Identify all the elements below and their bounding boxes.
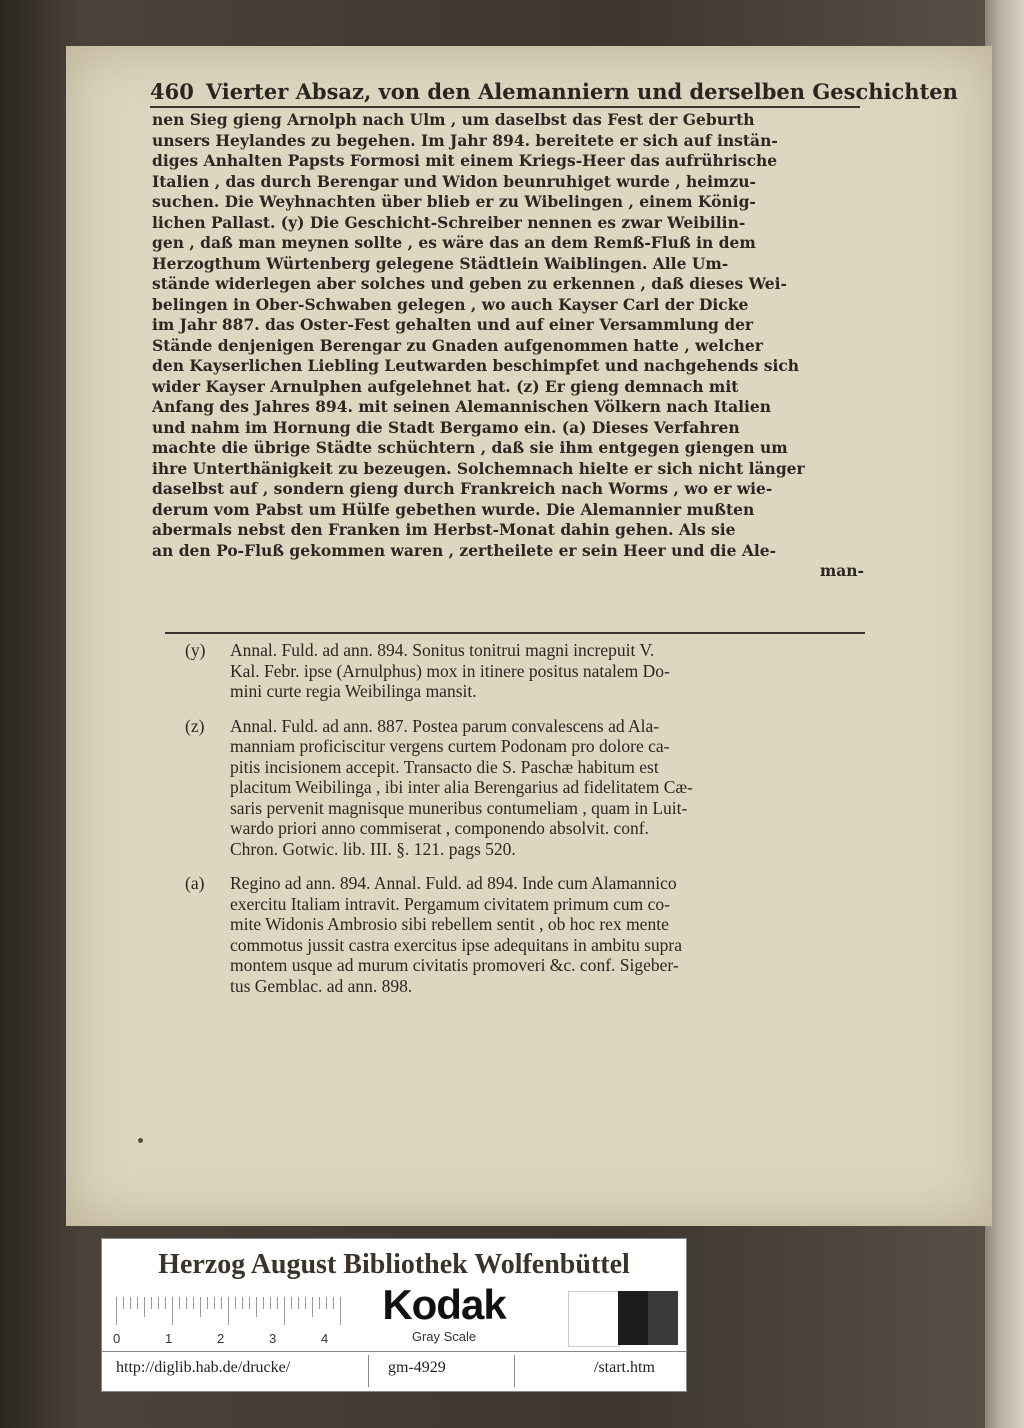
- footnote-mark: (a): [185, 873, 205, 893]
- label-divider-vertical: [514, 1355, 515, 1387]
- ruler-tick: [130, 1297, 131, 1309]
- footnote-line: pitis incisionem accepit. Transacto die S. Paschæ habitum est: [230, 756, 659, 777]
- body-line: gen , daß man meynen sollte , es wäre das an dem Remß-Fluß in dem: [152, 233, 756, 252]
- ruler-tick: [207, 1297, 208, 1309]
- footnote-body: [230, 640, 865, 702]
- body-line: belingen in Ober-Schwaben gelegen , wo auch Kayser Carl der Dicke: [152, 294, 749, 314]
- body-line: daselbst auf , sondern gieng durch Frankreich nach Worms , wo er wie-: [152, 479, 773, 498]
- running-title: Vierter Absaz, von den Alemanniern und derselben Geschichten: [205, 79, 958, 104]
- ruler-tick: [319, 1297, 320, 1309]
- page-number: 460: [150, 79, 194, 104]
- ruler-tick: [137, 1297, 138, 1309]
- ruler-number: 2: [217, 1331, 225, 1346]
- ruler-tick: [284, 1297, 285, 1325]
- label-start: /start.htm: [594, 1359, 655, 1376]
- ruler-tick: [235, 1297, 236, 1309]
- ruler-tick: [200, 1297, 201, 1317]
- ruler-tick: [186, 1297, 187, 1309]
- ruler-number: 0: [113, 1331, 121, 1346]
- ruler-tick: [144, 1297, 145, 1317]
- body-line: den Kayserlichen Liebling Leutwarden beschimpfet und nachgehends sich: [152, 356, 800, 375]
- page-header: [150, 58, 958, 104]
- footnote-line: Regino ad ann. 894. Annal. Fuld. ad 894. Inde cum Alamannico: [230, 873, 677, 893]
- ruler-tick: [305, 1297, 306, 1309]
- footnote-line: Kal. Febr. ipse (Arnulphus) mox in itinere positus natalem Do-: [230, 660, 670, 681]
- archive-label: [101, 1238, 687, 1392]
- ruler-tick: [116, 1297, 117, 1325]
- body-line: Italien , das durch Berengar und Widon beunruhiget wurde , heimzu-: [152, 171, 756, 191]
- ruler-tick: [228, 1297, 229, 1325]
- footnote-line: manniam proficiscitur vergens curtem Podonam pro dolore ca-: [230, 736, 670, 756]
- ruler-tick: [291, 1297, 292, 1309]
- scale-ruler: [113, 1297, 356, 1346]
- label-divider-vertical: [368, 1355, 369, 1387]
- ruler-tick: [172, 1297, 173, 1325]
- body-line: nen Sieg gieng Arnolph nach Ulm , um daselbst das Fest der Geburth: [152, 110, 755, 129]
- body-line: unsers Heylandes zu begehen. Im Jahr 894. bereitete er sich auf instän-: [152, 130, 778, 150]
- ruler-tick: [151, 1297, 152, 1309]
- body-line: im Jahr 887. das Oster-Fest gehalten und auf einer Versammlung der: [152, 315, 754, 334]
- footnote: [185, 873, 865, 996]
- footnote-line: Chron. Gotwic. lib. III. §. 121. pags 520.: [230, 838, 516, 859]
- label-url: http://diglib.hab.de/drucke/: [116, 1359, 291, 1376]
- ruler-tick: [214, 1297, 215, 1309]
- footnote-line: Annal. Fuld. ad ann. 894. Sonitus tonitrui magni increpuit V.: [230, 640, 655, 660]
- footnote-line: commotus jussit castra exercitus ipse adequitans in ambitu supra: [230, 934, 682, 955]
- ruler-number: 4: [321, 1331, 329, 1346]
- ruler-tick: [193, 1297, 194, 1309]
- kodak-logo: Kodak: [382, 1281, 506, 1328]
- ruler-number: 1: [165, 1331, 173, 1346]
- ruler-tick: [179, 1297, 180, 1309]
- footnote-line: mite Widonis Ambrosio sibi rebellem sentit , ob hoc rex mente: [230, 914, 669, 934]
- footnotes: [185, 640, 865, 1010]
- body-line: an den Po-Fluß gekommen waren , zertheilete er sein Heer und die Ale-: [152, 540, 777, 560]
- footnote: [185, 640, 865, 702]
- body-line: lichen Pallast. (y) Die Geschicht-Schreiber nennen es zwar Weibilin-: [152, 212, 746, 232]
- footnote-rule: [165, 632, 865, 634]
- gray-patch-black: [618, 1291, 648, 1345]
- body-line: und nahm im Hornung die Stadt Bergamo ein. (a) Dieses Verfahren: [152, 417, 740, 437]
- ruler-tick: [333, 1297, 334, 1309]
- label-id: gm-4929: [388, 1359, 446, 1376]
- catchword: man-: [819, 561, 864, 580]
- footnote-mark: (y): [185, 640, 206, 660]
- ruler-tick: [221, 1297, 222, 1309]
- footnote-line: wardo priori anno commiserat , componendo absolvit. conf.: [230, 818, 649, 838]
- body-line: Stände denjenigen Berengar zu Gnaden aufgenommen hatte , welcher: [152, 335, 763, 355]
- ruler-tick: [158, 1297, 159, 1309]
- ruler-tick: [242, 1297, 243, 1309]
- body-line: diges Anhalten Papsts Formosi mit einem Kriegs-Heer das aufrührische: [152, 151, 778, 170]
- ruler-tick: [326, 1297, 327, 1309]
- ruler-tick: [123, 1297, 124, 1309]
- footnote-line: tus Gemblac. ad ann. 898.: [230, 975, 413, 996]
- ruler-tick: [312, 1297, 313, 1317]
- body-line: Anfang des Jahres 894. mit seinen Alemannischen Völkern nach Italien: [152, 397, 772, 416]
- ruler-tick: [270, 1297, 271, 1309]
- gray-patch-dark: [648, 1291, 678, 1345]
- footnote-body: [230, 873, 865, 996]
- body-line: wider Kayser Arnulphen aufgelehnet hat. (z) Er gieng demnach mit: [152, 376, 739, 396]
- body-line: machte die übrige Städte schüchtern , daß sie ihm entgegen giengen um: [152, 438, 788, 457]
- ruler-tick: [340, 1297, 341, 1325]
- footnote: [185, 716, 865, 860]
- footnote-line: montem usque ad murum civitatis promoveri &c. conf. Sigeber-: [230, 955, 679, 975]
- body-line: suchen. Die Weyhnachten über blieb er zu Wibelingen , einem König-: [152, 192, 756, 211]
- ruler-tick: [298, 1297, 299, 1309]
- body-line: stände widerlegen aber solches und geben zu erkennen , daß dieses Wei-: [152, 274, 787, 293]
- label-divider: [102, 1351, 686, 1352]
- header-rule: [150, 106, 860, 108]
- footnote-line: exercitu Italiam intravit. Pergamum civitatem primum cum co-: [230, 893, 670, 914]
- ruler-tick: [263, 1297, 264, 1309]
- ruler-tick: [256, 1297, 257, 1317]
- footnote-body: [230, 716, 865, 860]
- ruler-tick: [249, 1297, 250, 1309]
- body-line: derum vom Pabst um Hülfe gebethen wurde. Die Alemannier mußten: [152, 499, 755, 519]
- ink-spot: [138, 1138, 143, 1143]
- footnote-line: mini curte regia Weibilinga mansit.: [230, 681, 477, 701]
- main-text: [152, 110, 864, 582]
- body-line: ihre Unterthänigkeit zu bezeugen. Solchemnach hielte er sich nicht länger: [152, 458, 805, 478]
- body-line: Herzogthum Würtenberg gelegene Städtlein Waiblingen. Alle Um-: [152, 253, 729, 273]
- ruler-number: 3: [269, 1331, 277, 1346]
- gray-scale-caption: Gray Scale: [411, 1329, 477, 1344]
- ruler-tick: [277, 1297, 278, 1309]
- gray-patch-white: [568, 1291, 620, 1347]
- ruler-tick: [165, 1297, 166, 1309]
- footnote-line: saris pervenit magnisque muneribus contumeliam , quam in Luit-: [230, 797, 688, 818]
- body-line: abermals nebst den Franken im Herbst-Monat dahin gehen. Als sie: [152, 520, 736, 539]
- footnote-mark: (z): [185, 715, 205, 736]
- footnote-line: Annal. Fuld. ad ann. 887. Postea parum convalescens ad Ala-: [230, 715, 660, 736]
- footnote-line: placitum Weibilinga , ibi inter alia Berengarius ad fidelitatem Cæ-: [230, 777, 693, 797]
- library-name: Herzog August Bibliothek Wolfenbüttel: [158, 1249, 630, 1280]
